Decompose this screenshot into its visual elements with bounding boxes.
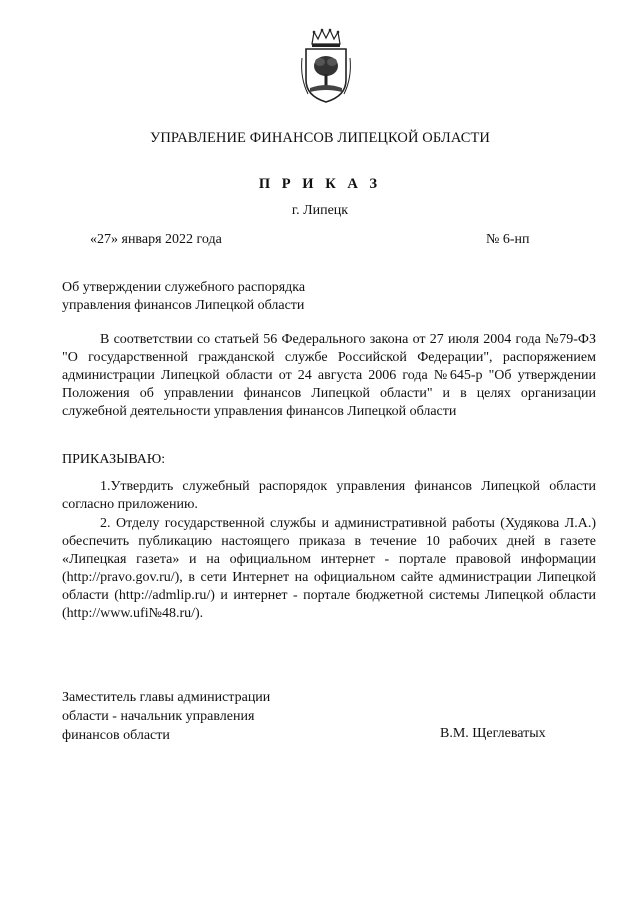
- signatory-title: [62, 688, 322, 745]
- document-type-title: П Р И К А З: [258, 176, 382, 192]
- city: г. Липецк: [291, 203, 349, 218]
- preamble-paragraph: В соответствии со статьей 56 Федерального закона от 27 июля 2004 года №79-ФЗ "О государственной гражданской службе Российской Федерации", распоряжением администрации Липецкой области от 24 августа 2006 года №645-р "Об утверждении Положения об управлении финансов Липецкой области" и в целях организации служебной деятельности управления финансов Липецкой области: [62, 332, 596, 419]
- signatory-name: В.М. Щеглеватых: [440, 726, 546, 741]
- subject-line-2: управления финансов Липецкой области: [62, 298, 305, 313]
- organization-name: УПРАВЛЕНИЕ ФИНАНСОВ ЛИПЕЦКОЙ ОБЛАСТИ: [149, 130, 491, 146]
- order-number: № 6-нп: [486, 232, 530, 247]
- order-item-1: 1.Утвердить служебный распорядок управления финансов Липецкой области согласно приложению.: [62, 479, 596, 512]
- signatory-title-line-2: области - начальник управления: [62, 709, 255, 724]
- signatory-title-line-3: финансов области: [62, 728, 170, 743]
- order-date: «27» января 2022 года: [90, 232, 222, 247]
- order-subject: [62, 279, 392, 315]
- order-item-2: 2. Отделу государственной службы и административной работы (Худякова Л.А.) обеспечить публикацию настоящего приказа в течение 10 рабочих дней в газете «Липецкая газета» и на официальном интернет - портале правовой информации (http://pravo.gov.ru/), в сети Интернет на официальном сайте администрации Липецкой области (http://admlip.ru/) и интернет - портале бюджетной системы Липецкой области (http://www.ufi№48.ru/).: [62, 516, 596, 621]
- subject-line-1: Об утверждении служебного распорядка: [62, 280, 306, 295]
- decree-word: ПРИКАЗЫВАЮ:: [62, 452, 166, 467]
- signatory-title-line-1: Заместитель главы администрации: [62, 690, 271, 705]
- coat-of-arms-icon: [298, 28, 354, 106]
